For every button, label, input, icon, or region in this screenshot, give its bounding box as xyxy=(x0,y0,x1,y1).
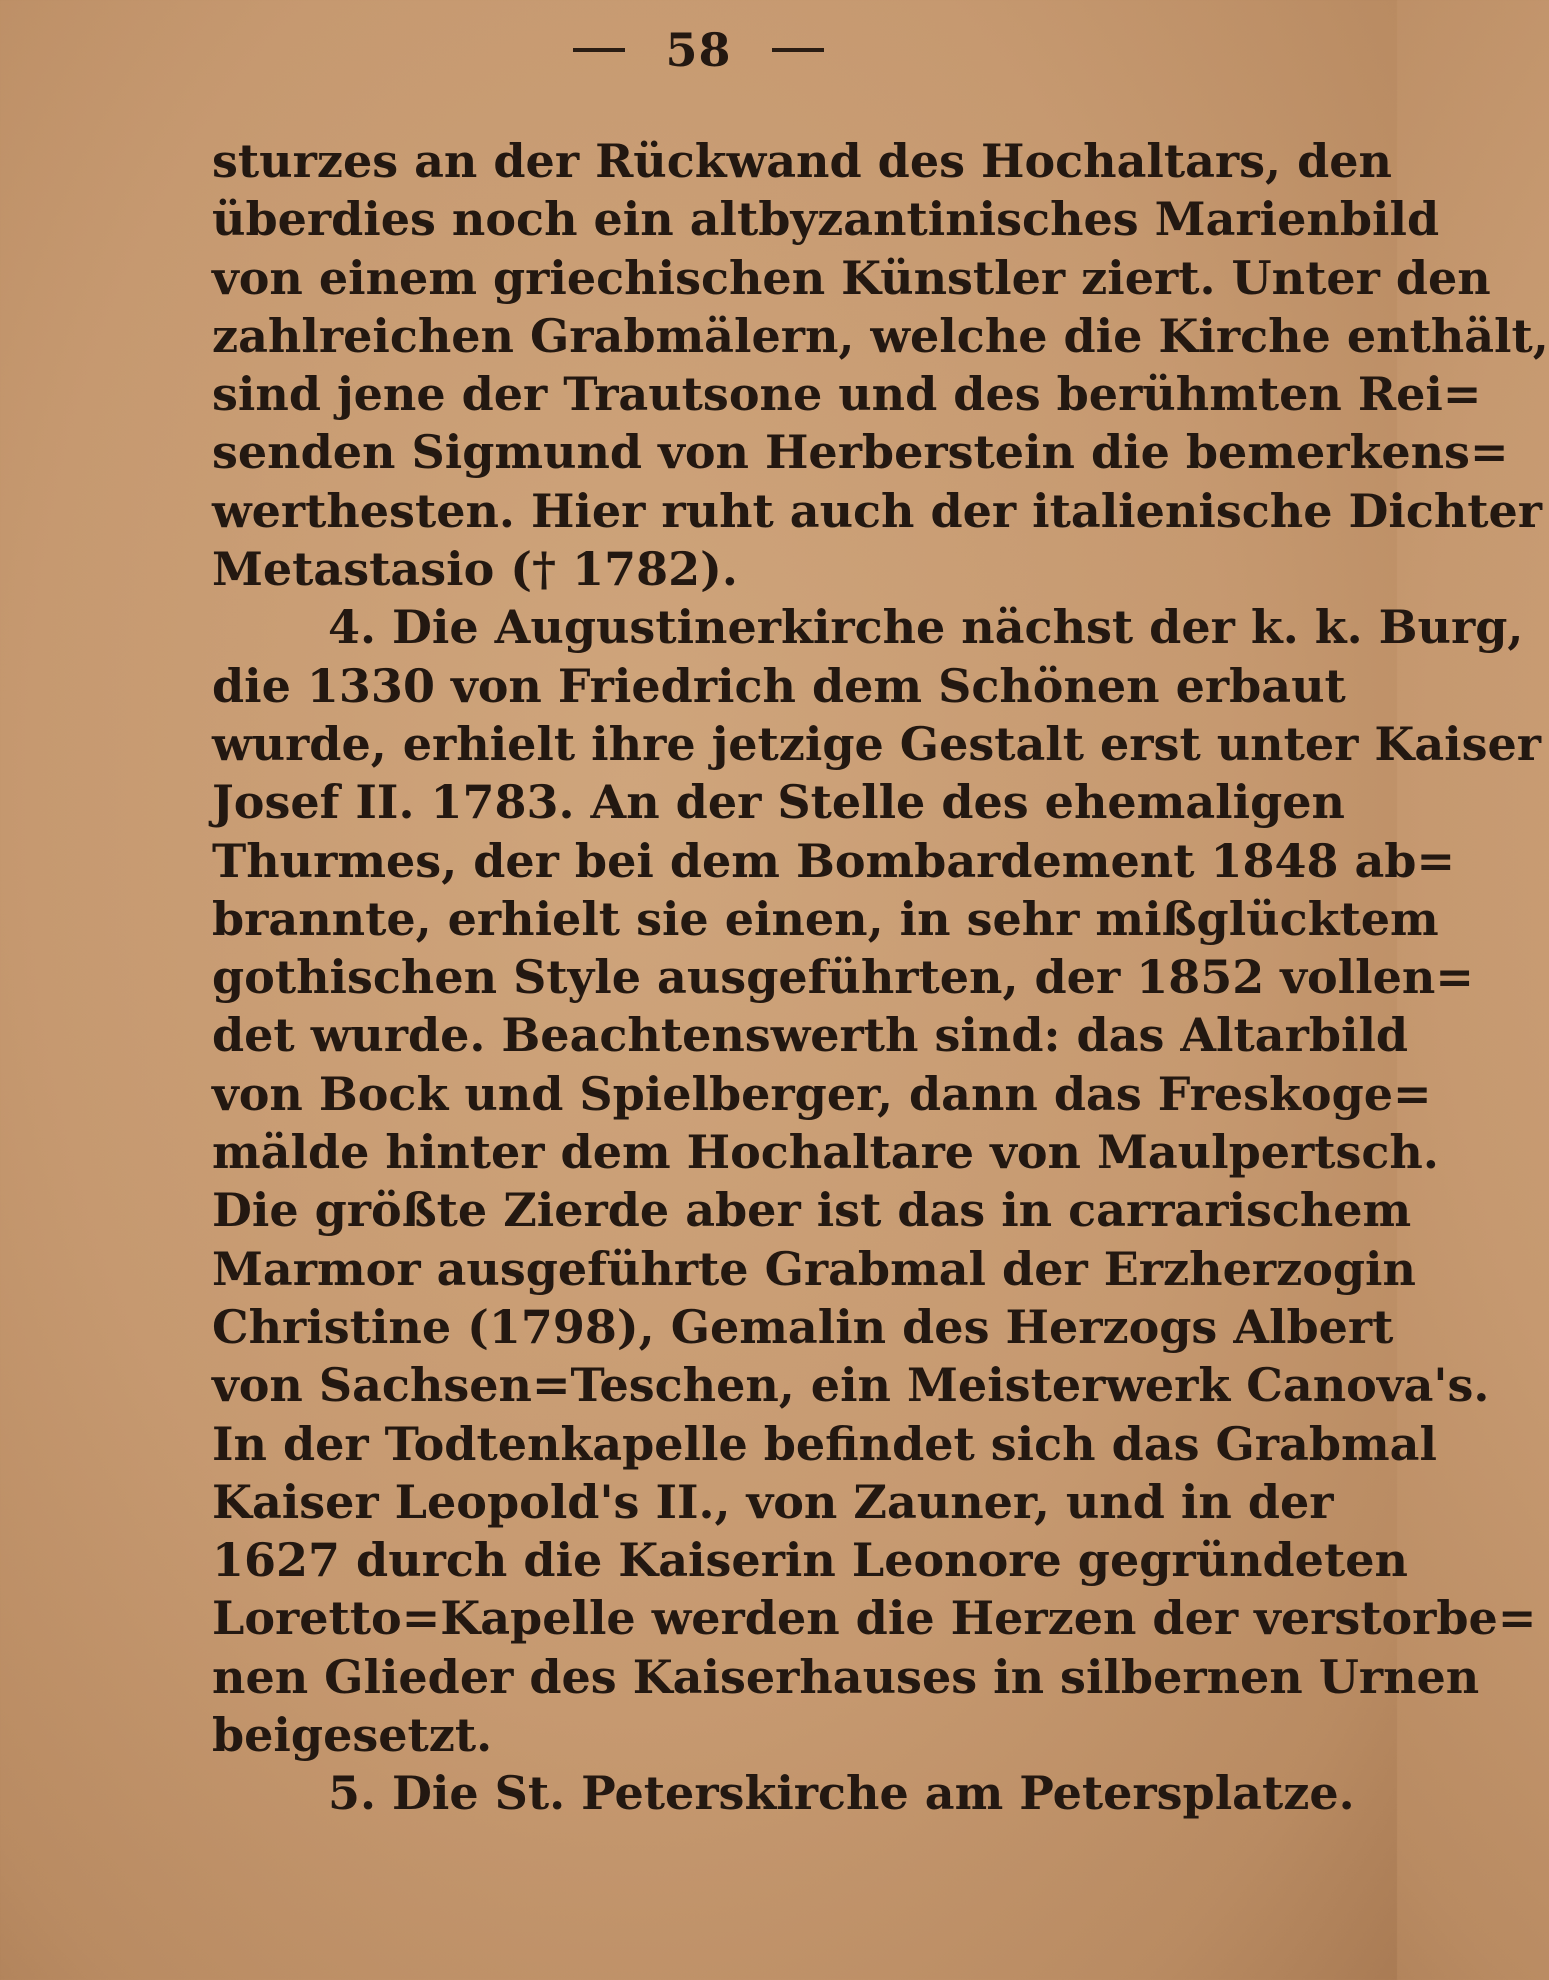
text-line: Marmor ausgeführte Grabmal der Erzherzogin xyxy=(212,1241,1416,1296)
paragraph-heading-augustinerkirche: 4. Die Augustinerkirche nächst der k. k. Burg, xyxy=(328,600,1524,655)
text-line: beigesetzt. xyxy=(212,1708,493,1763)
text-line: zahlreichen Grabmälern, welche die Kirche enthält, xyxy=(212,308,1549,363)
text-line: 1627 durch die Kaiserin Leonore gegründeten xyxy=(212,1533,1408,1588)
header-dash-right xyxy=(772,48,824,52)
text-line: von einem griechischen Künstler ziert. Unter den xyxy=(212,250,1491,305)
text-line: wurde, erhielt ihre jetzige Gestalt erst unter Kaiser xyxy=(212,716,1542,771)
text-line: mälde hinter dem Hochaltare von Maulpertsch. xyxy=(212,1125,1439,1180)
text-line: Loretto=Kapelle werden die Herzen der verstorbe= xyxy=(212,1591,1537,1646)
text-line: In der Todtenkapelle befindet sich das Grabmal xyxy=(212,1416,1437,1471)
text-line: Christine (1798), Gemalin des Herzogs Albert xyxy=(212,1299,1394,1354)
text-line: von Sachsen=Teschen, ein Meisterwerk Canova's. xyxy=(212,1358,1490,1413)
page-number: 58 xyxy=(665,23,732,77)
text-line: det wurde. Beachtenswerth sind: das Altarbild xyxy=(212,1008,1409,1063)
paragraph-heading-peterskirche: 5. Die St. Peterskirche am Petersplatze. xyxy=(328,1766,1355,1821)
text-line: von Bock und Spielberger, dann das Freskoge= xyxy=(212,1066,1432,1121)
text-line: senden Sigmund von Herberstein die bemerkens= xyxy=(212,425,1509,480)
page-header xyxy=(0,10,1397,90)
text-line: Metastasio († 1782). xyxy=(212,542,738,597)
text-line: sind jene der Trautsone und des berühmten Rei= xyxy=(212,367,1482,422)
text-line: nen Glieder des Kaiserhauses in silbernen Urnen xyxy=(212,1649,1480,1704)
text-line: Josef II. 1783. An der Stelle des ehemaligen xyxy=(212,775,1345,830)
text-line: überdies noch ein altbyzantinisches Marienbild xyxy=(212,192,1440,247)
body-text xyxy=(212,132,1549,1823)
text-line: Die größte Zierde aber ist das in carrarischem xyxy=(212,1183,1412,1238)
text-line: Kaiser Leopold's II., von Zauner, und in der xyxy=(212,1474,1334,1529)
text-line: sturzes an der Rückwand des Hochaltars, den xyxy=(212,134,1392,188)
text-line: die 1330 von Friedrich dem Schönen erbaut xyxy=(212,658,1346,713)
header-dash-left xyxy=(573,48,625,52)
text-line: Thurmes, der bei dem Bombardement 1848 ab= xyxy=(212,833,1456,888)
text-line: brannte, erhielt sie einen, in sehr mißglücktem xyxy=(212,891,1439,946)
text-line: gothischen Style ausgeführten, der 1852 vollen= xyxy=(212,950,1474,1005)
text-line: werthesten. Hier ruht auch der italienische Dichter xyxy=(212,483,1543,538)
